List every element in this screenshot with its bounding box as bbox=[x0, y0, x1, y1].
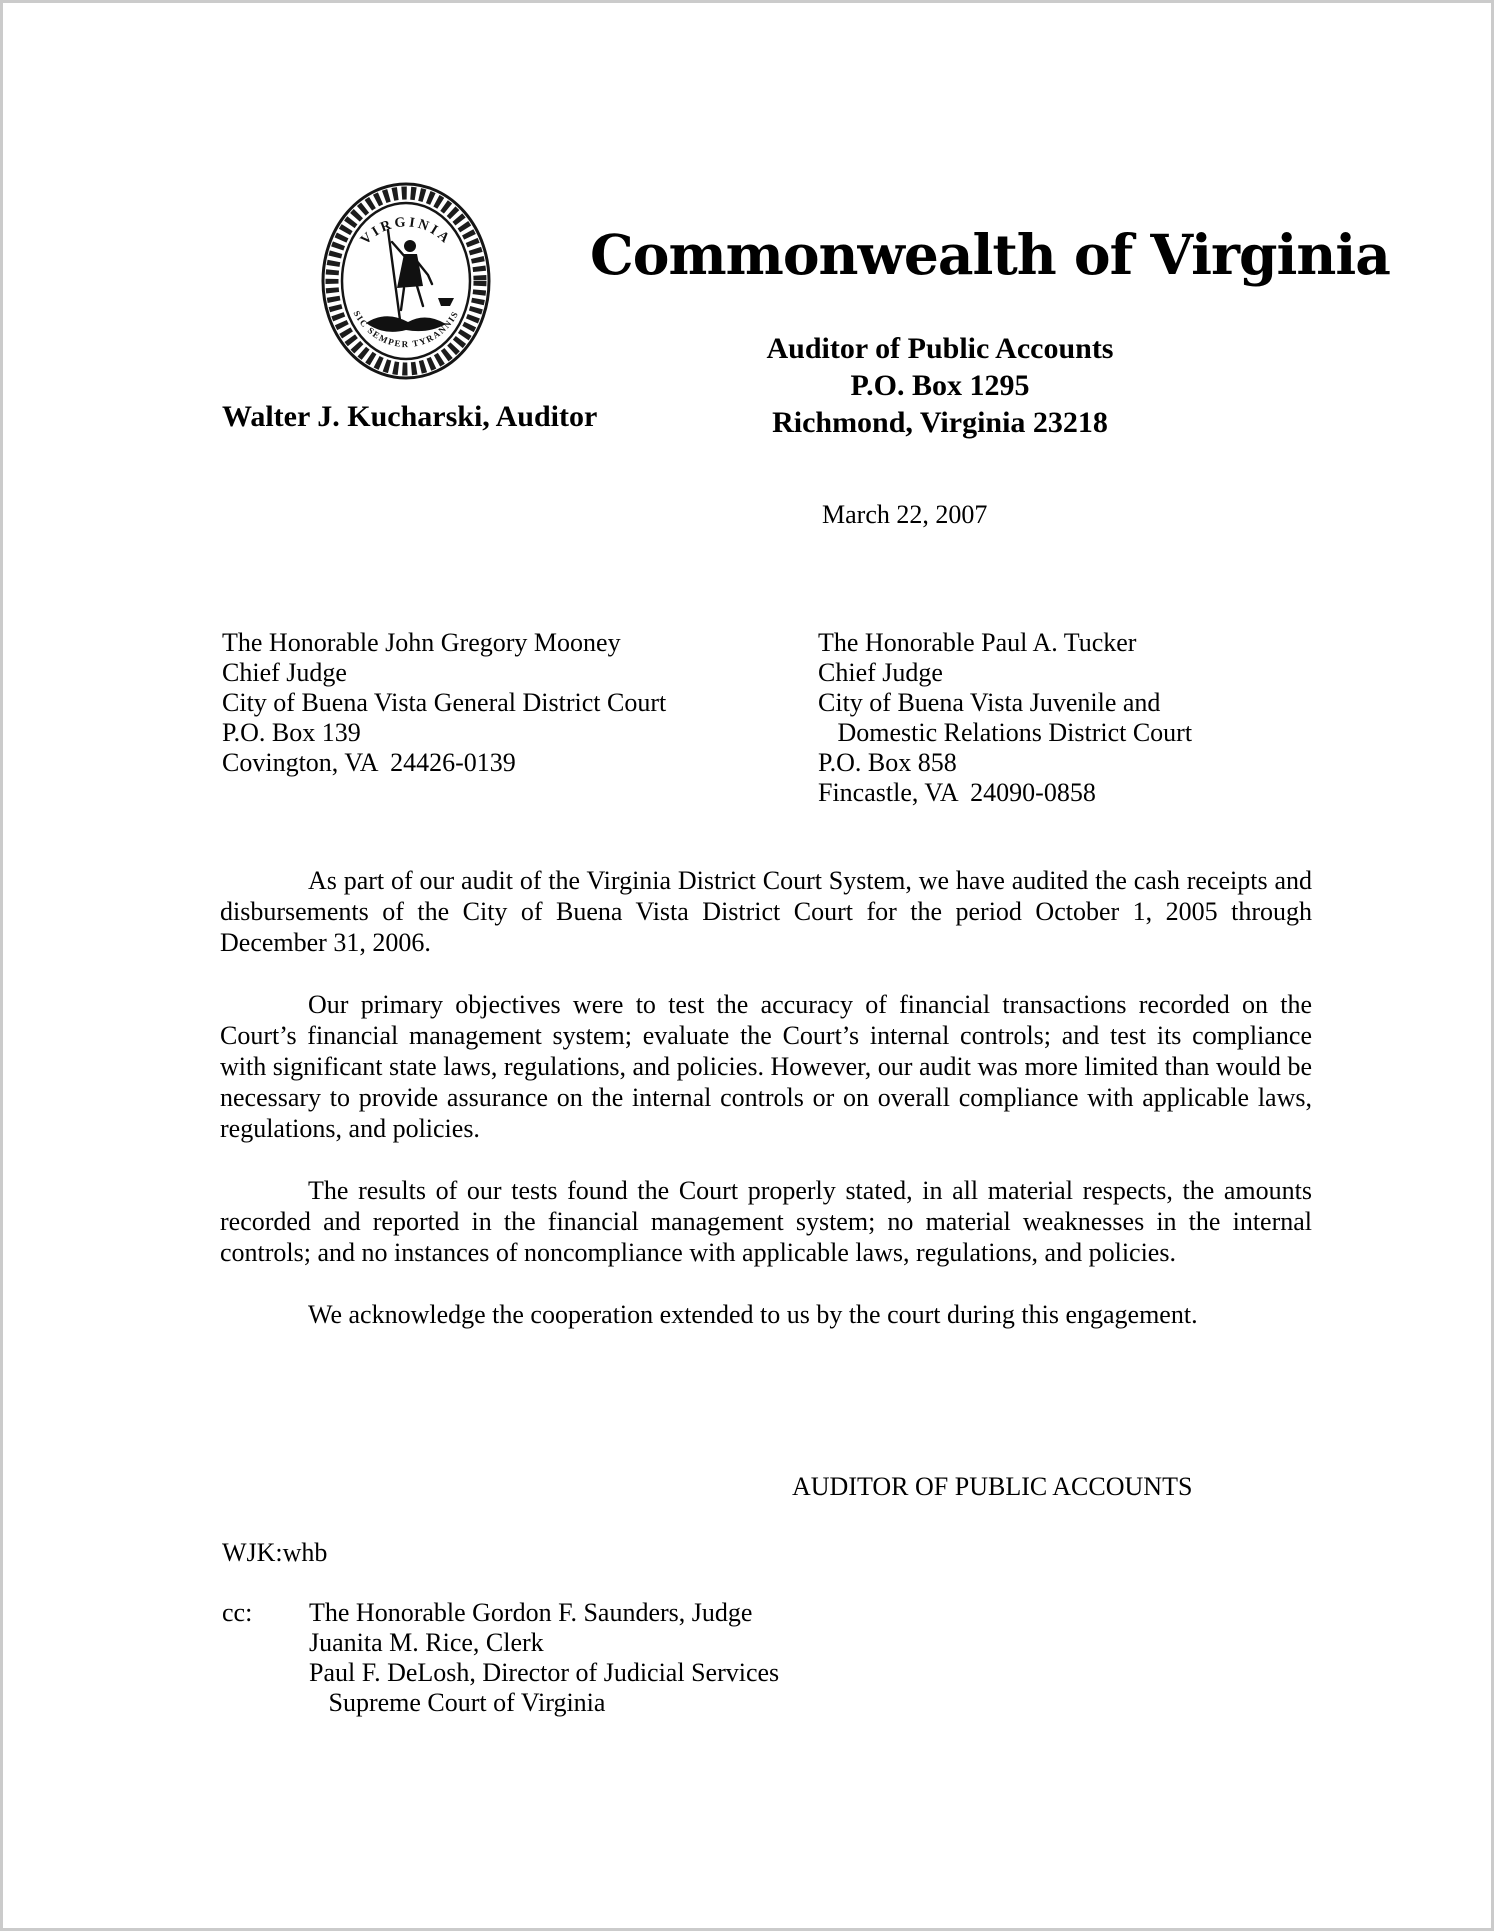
reference-initials: WJK:whb bbox=[222, 1538, 328, 1567]
cc-block bbox=[222, 1598, 779, 1718]
address-line: Chief Judge bbox=[222, 658, 347, 687]
body-paragraph: Our primary objectives were to test the accuracy of financial transactions recorded on the Court’s financial management system; evaluate the Court’s internal controls; and test its compliance with significant state laws, regulations, and policies. However, our audit was more limited than would be necessary to provide assurance on the internal controls or on overall compliance with applicable laws, regulations, and policies. bbox=[220, 990, 1312, 1143]
cc-line: Supreme Court of Virginia bbox=[309, 1688, 606, 1717]
cc-line: The Honorable Gordon F. Saunders, Judge bbox=[309, 1598, 753, 1627]
cc-line: Juanita M. Rice, Clerk bbox=[309, 1628, 544, 1657]
letterhead-title: Commonwealth of Virginia bbox=[590, 222, 1390, 287]
letterhead-department: Auditor of Public Accounts bbox=[766, 332, 1114, 365]
address-line: The Honorable Paul A. Tucker bbox=[818, 628, 1137, 657]
auditor-name: Walter J. Kucharski, Auditor bbox=[222, 400, 598, 433]
cc-label: cc: bbox=[222, 1598, 253, 1627]
seal-top-label: VIRGINIA bbox=[358, 215, 454, 249]
address-line: Covington, VA 24426-0139 bbox=[222, 748, 516, 777]
signature-organization: AUDITOR OF PUBLIC ACCOUNTS bbox=[792, 1472, 1193, 1501]
letter-date: March 22, 2007 bbox=[822, 500, 988, 529]
letterhead-po-box: P.O. Box 1295 bbox=[850, 369, 1030, 402]
recipient-block-left bbox=[222, 628, 666, 778]
cc-list bbox=[309, 1598, 779, 1718]
address-line: Chief Judge bbox=[818, 658, 943, 687]
cc-line: Paul F. DeLosh, Director of Judicial Services bbox=[309, 1658, 780, 1687]
address-line: Domestic Relations District Court bbox=[818, 718, 1193, 747]
letterhead-address-block bbox=[640, 330, 1240, 441]
address-line: P.O. Box 858 bbox=[818, 748, 957, 777]
seal-motto-label: SIC SEMPER TYRANNIS bbox=[351, 308, 461, 350]
address-line: P.O. Box 139 bbox=[222, 718, 361, 747]
virginia-seal-graphic bbox=[320, 180, 492, 382]
address-line: City of Buena Vista Juvenile and bbox=[818, 688, 1161, 717]
virginia-state-seal bbox=[320, 180, 492, 382]
letter-body bbox=[220, 865, 1312, 1361]
letterhead-city-line: Richmond, Virginia 23218 bbox=[772, 406, 1108, 439]
recipient-block-right bbox=[818, 628, 1192, 808]
address-line: City of Buena Vista General District Court bbox=[222, 688, 667, 717]
body-paragraph: We acknowledge the cooperation extended to us by the court during this engagement. bbox=[308, 1300, 1198, 1329]
address-line: The Honorable John Gregory Mooney bbox=[222, 628, 621, 657]
body-paragraph: The results of our tests found the Court properly stated, in all material respects, the amounts recorded and reported in the financial management system; no material weaknesses in the internal controls; and no instances of noncompliance with applicable laws, regulations, and policies. bbox=[220, 1176, 1312, 1267]
address-line: Fincastle, VA 24090-0858 bbox=[818, 778, 1096, 807]
body-paragraph: As part of our audit of the Virginia District Court System, we have audited the cash receipts and disbursements of the City of Buena Vista District Court for the period October 1, 2005 through December 31, 2006. bbox=[220, 866, 1312, 957]
